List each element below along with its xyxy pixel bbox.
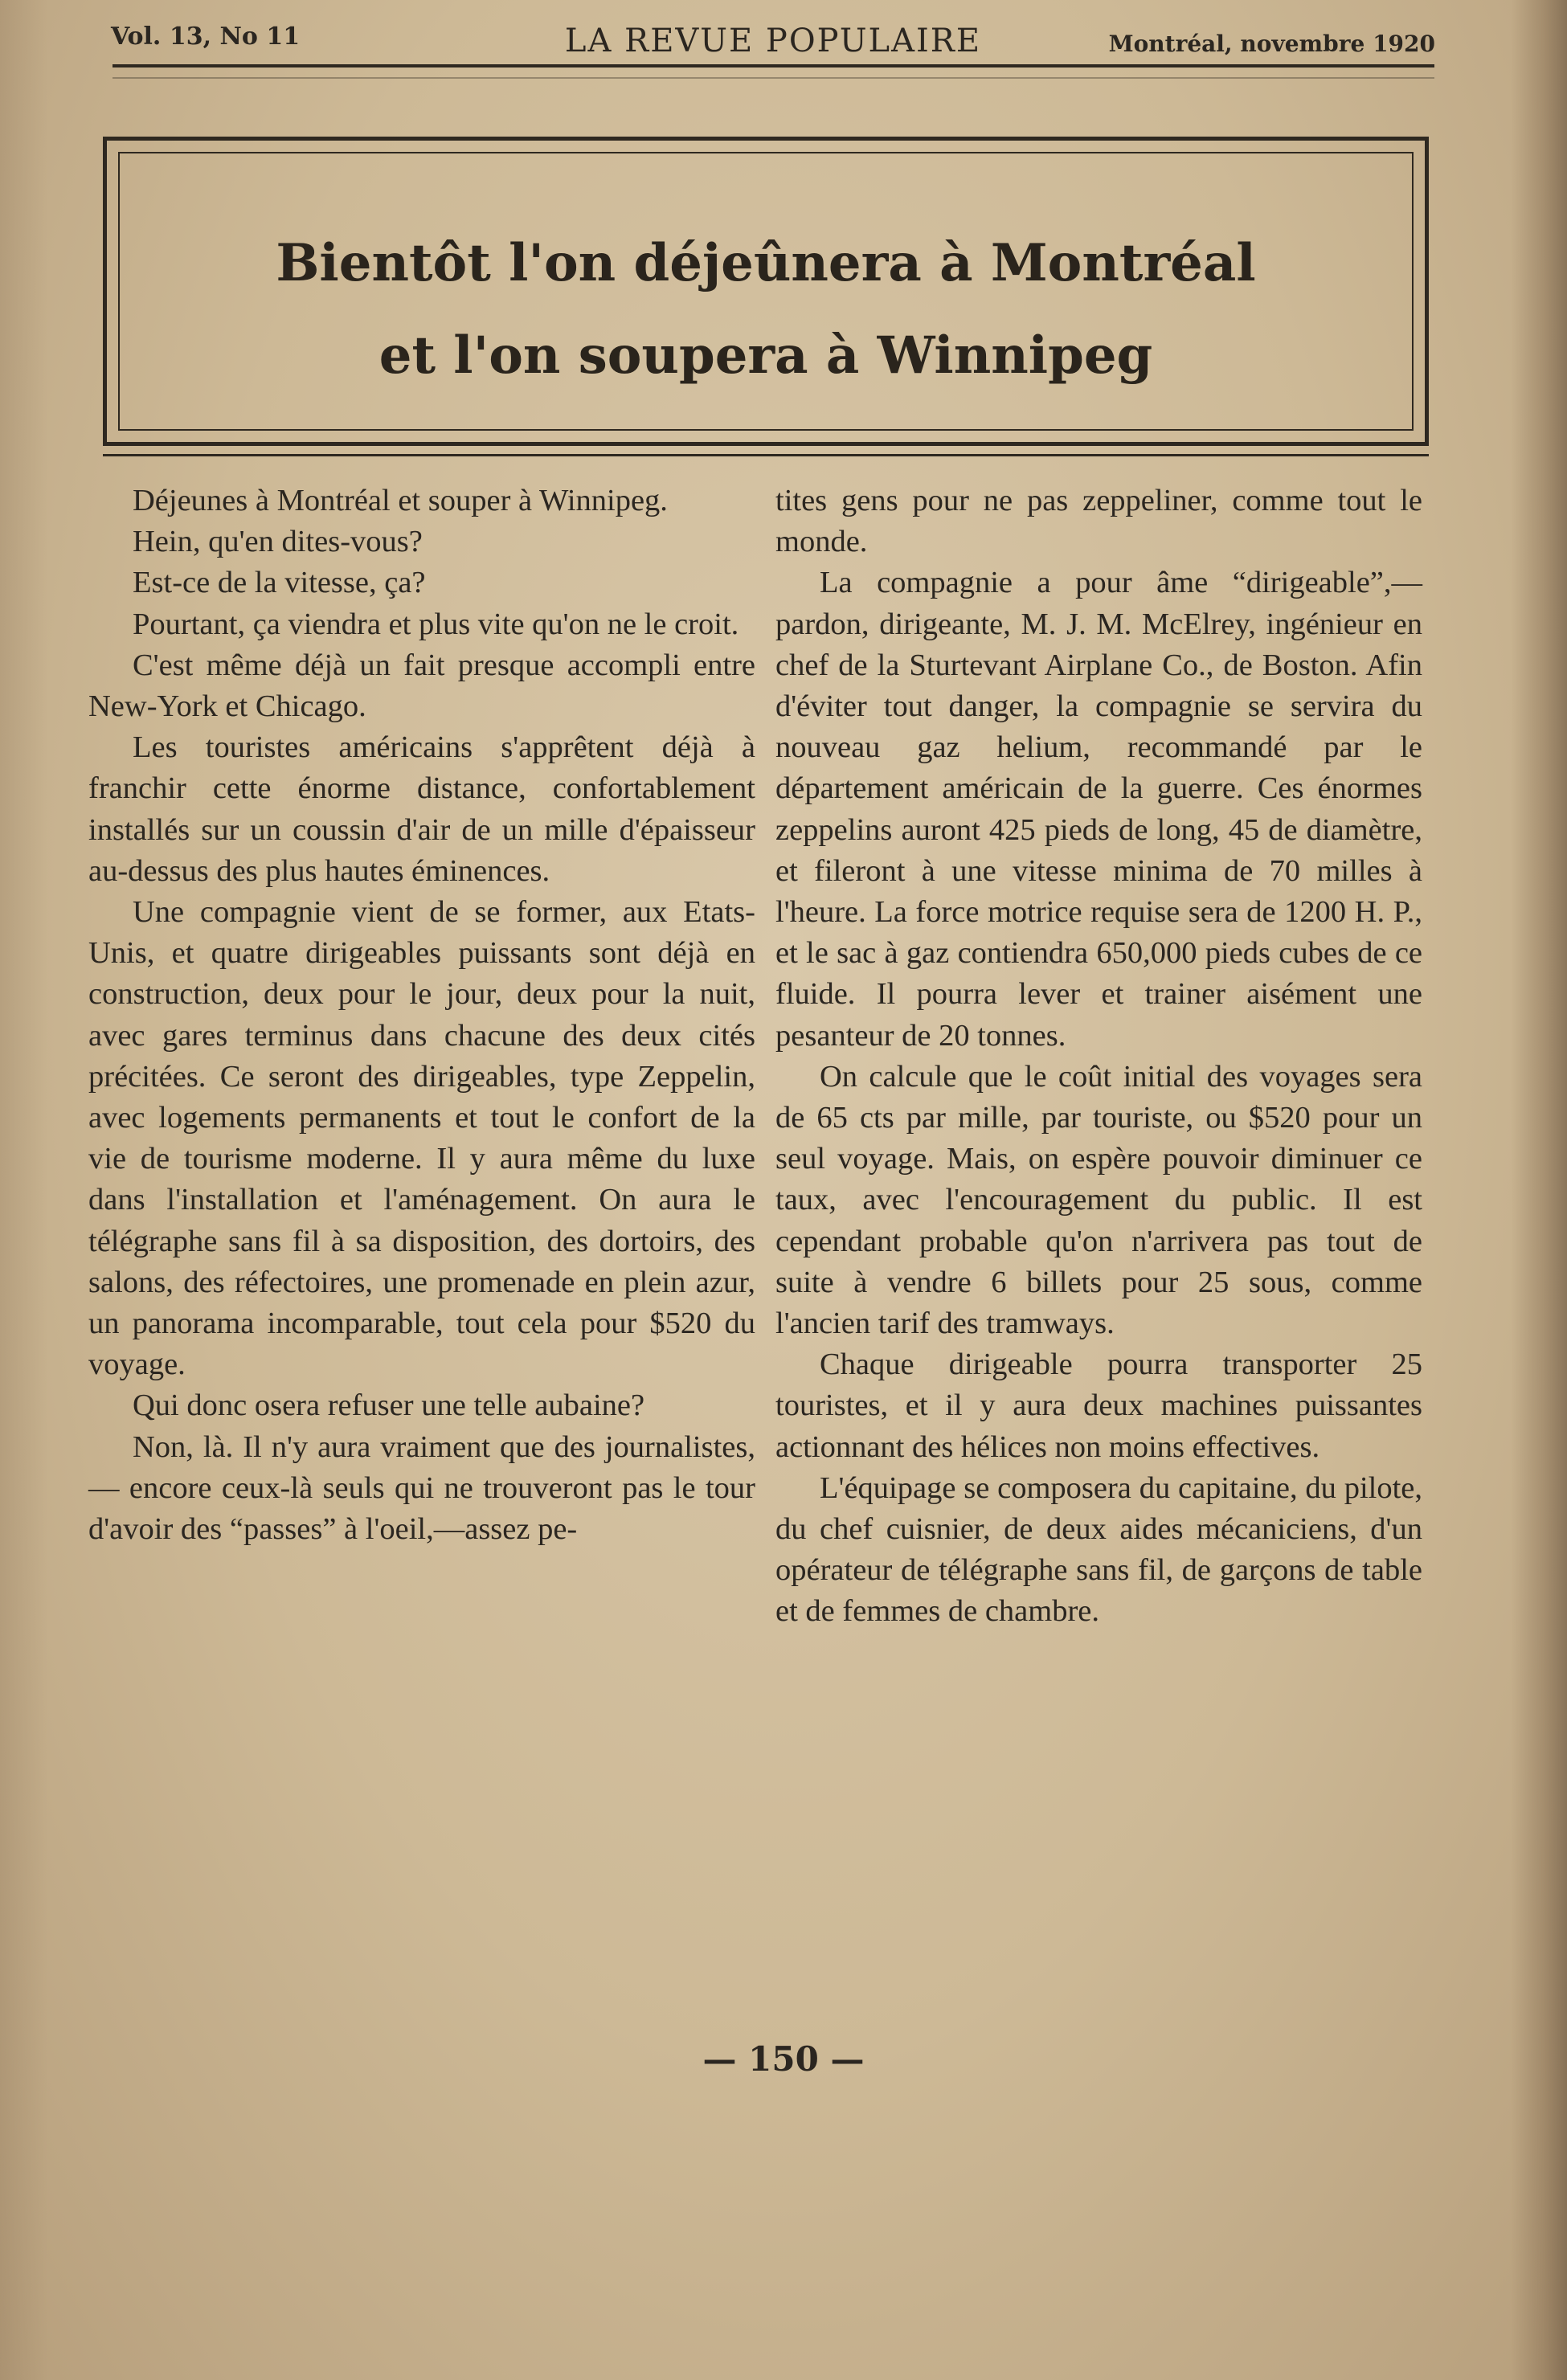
headline-frame-rule: [103, 454, 1429, 456]
volume-number: Vol. 13, No 11: [111, 22, 301, 51]
paragraph-continued: tites gens pour ne pas zeppeliner, comme tout le monde.: [775, 484, 1422, 559]
header-rule-faint: [113, 77, 1434, 79]
article-headline: [107, 217, 1425, 402]
paragraph: Hein, qu'en dites-vous?: [133, 525, 423, 559]
page-number: — 150 —: [702, 2039, 865, 2079]
publication-title: LA REVUE POPULAIRE: [564, 22, 982, 59]
paragraph: C'est même déjà un fait presque accompli entre New-York et Chicago.: [88, 648, 755, 724]
paragraph: Les touristes américains s'apprêtent déjà à franchir cette énorme distance, confortablement installés sur un coussin d'air de un mille d'épaisseur au-dessus des plus hautes éminences.: [88, 730, 755, 888]
page-shadow-left: [0, 0, 48, 2380]
headline-line-1: Bientôt l'on déjeûnera à Montréal: [276, 233, 1256, 293]
paragraph: Chaque dirigeable pourra transporter 25 touristes, et il y aura deux machines puissantes actionnant des hélices non moins effectives.: [775, 1347, 1422, 1464]
headline-frame: [103, 137, 1429, 446]
running-header: [111, 18, 1435, 66]
article-column-right: [775, 480, 1422, 1633]
paragraph: La compagnie a pour âme “dirigeable”,—pardon, dirigeante, M. J. M. McElrey, ingénieur en chef de la Sturtevant Airplane Co., de Boston. Afin d'éviter tout danger, la compagnie se servira du nouveau gaz helium, recommandé par le département américain de la guerre. Ces énormes zeppelins auront 425 pieds de long, 45 de diamètre, et fileront à une vitesse minima de 70 milles à l'heure. La force motrice requise sera de 1200 H. P., et le sac à gaz contiendra 650,000 pieds cubes de ce fluide. Il pourra lever et trainer aisément une pesanteur de 20 tonnes.: [775, 566, 1422, 1053]
paragraph: On calcule que le coût initial des voyages sera de 65 cts par mille, par touriste, ou $520 pour un seul voyage. Mais, on espère pouvoir diminuer ce taux, avec l'encouragement du public. Il est cependant probable qu'on n'arrivera pas tout de suite à vendre 6 billets pour 25 sous, comme l'ancien tarif des tramways.: [775, 1059, 1422, 1341]
paragraph: Déjeunes à Montréal et souper à Winnipeg.: [133, 484, 668, 517]
paragraph: Non, là. Il n'y aura vraiment que des journalistes, — encore ceux-là seuls qui ne trouveront pas le tour d'avoir des “passes” à l'oeil,—assez pe-: [88, 1429, 755, 1547]
paragraph: Qui donc osera refuser une telle aubaine?: [133, 1388, 645, 1423]
paragraph: Pourtant, ça viendra et plus vite qu'on ne le croit.: [133, 607, 739, 641]
paragraph: Une compagnie vient de se former, aux Etats-Unis, et quatre dirigeables puissants sont déjà en construction, deux pour le jour, deux pour la nuit, avec gares terminus dans chacune des deux cités précitées. Ce seront des dirigeables, type Zeppelin, avec logements permanents et tout le confort de la vie de tourisme moderne. Il y aura même du luxe dans l'installation et l'aménagement. On aura le télégraphe sans fil à sa disposition, des dortoirs, des salons, des réfectoires, une promenade en plein azur, un panorama incomparable, tout cela pour $520 du voyage.: [88, 895, 755, 1382]
headline-line-2: et l'on soupera à Winnipeg: [378, 325, 1153, 386]
header-rule: [113, 64, 1434, 67]
paragraph: Est-ce de la vitesse, ça?: [133, 566, 426, 600]
page-shadow-right: [1511, 0, 1567, 2380]
paragraph: L'équipage se composera du capitaine, du pilote, du chef cuisnier, de deux aides mécaniciens, d'un opérateur de télégraphe sans fil, de garçons de table et de femmes de chambre.: [775, 1470, 1422, 1629]
article-column-left: [88, 480, 755, 1550]
dateline: Montréal, novembre 1920: [1108, 31, 1435, 57]
